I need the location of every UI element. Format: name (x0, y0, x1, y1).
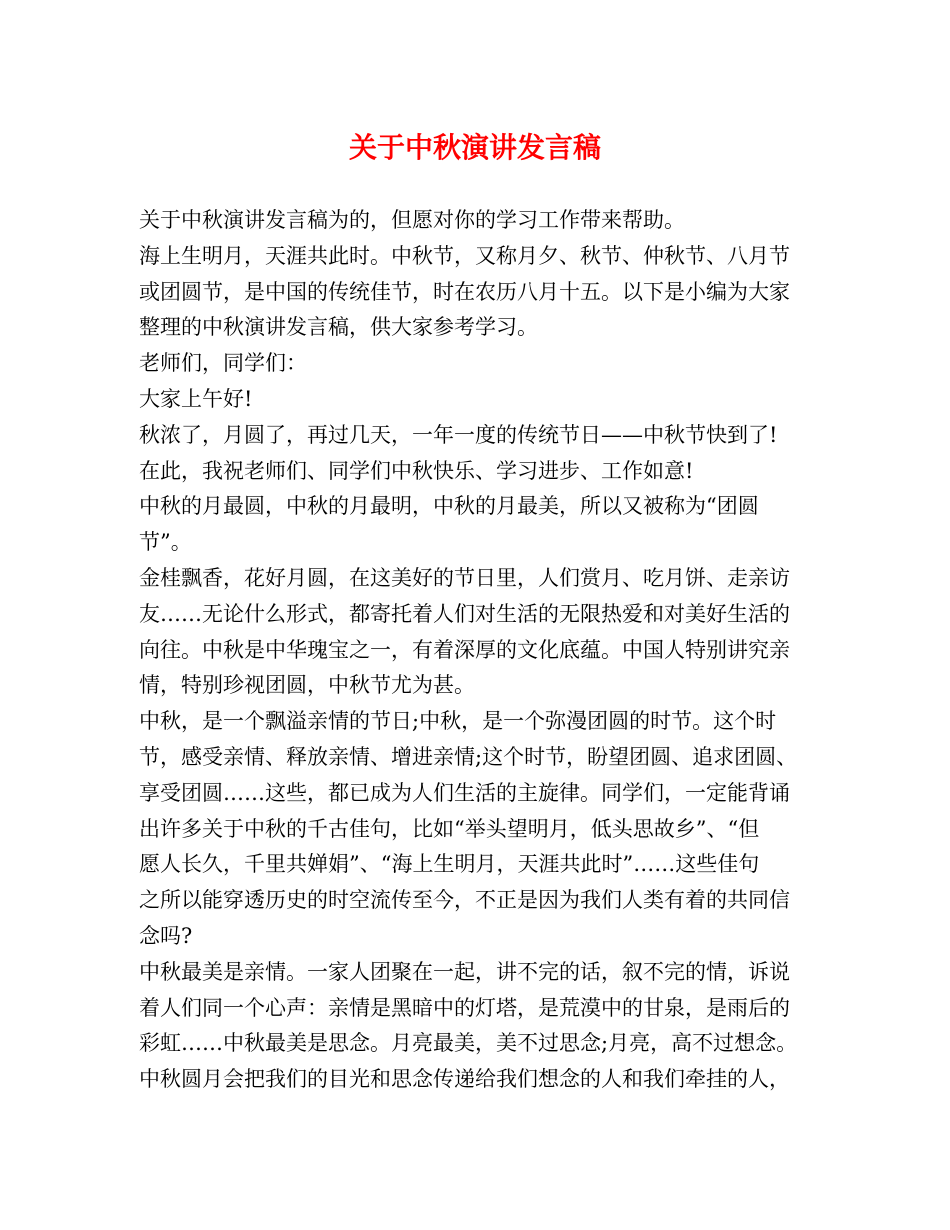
paragraph-family-affection (139, 704, 819, 955)
text-line: 金桂飘香，花好月圆，在这美好的节日里，人们赏月、吃月饼、走亲访 (139, 565, 790, 590)
text-line: 向往。中秋是中华瑰宝之一，有着深厚的文化底蕴。中国人特别讲究亲 (139, 637, 790, 662)
text-line: 节，感受亲情、释放亲情、增进亲情;这个时节，盼望团圆、追求团圆、 (139, 744, 798, 769)
text-line: 中秋圆月会把我们的目光和思念传递给我们想念的人和我们牵挂的人， (139, 1067, 790, 1092)
text-line: 中秋的月最圆，中秋的月最明，中秋的月最美，所以又被称为“团圆 (139, 494, 759, 519)
text-line: 在此，我祝老师们、同学们中秋快乐、学习进步、工作如意! (139, 458, 694, 483)
paragraph-festival-coming (139, 418, 819, 454)
document-body (139, 203, 819, 1098)
paragraph-salutation (139, 346, 819, 382)
text-line: 念吗? (139, 923, 193, 948)
text-line: 关于中秋演讲发言稿为的，但愿对你的学习工作带来帮助。 (139, 208, 685, 232)
text-line: 大家上午好! (139, 386, 253, 411)
text-line: 或团圆节，是中国的传统佳节，时在农历八月十五。以下是小编为大家 (139, 279, 790, 304)
text-line: 节”。 (139, 530, 192, 555)
paragraph-intro (139, 203, 819, 239)
text-line: 彩虹……中秋最美是思念。月亮最美，美不过思念;月亮，高不过想念。 (139, 1031, 798, 1056)
paragraph-osmanthus (139, 561, 819, 704)
paragraph-moon-festival-intro (139, 239, 819, 346)
paragraph-greeting (139, 382, 819, 418)
text-line: 着人们同一个心声：亲情是黑暗中的灯塔，是荒漠中的甘泉，是雨后的 (139, 995, 790, 1020)
text-line: 中秋，是一个飘溢亲情的节日;中秋，是一个弥漫团圆的时节。这个时 (139, 709, 777, 734)
text-line: 愿人长久，千里共婵娟”、“海上生明月，天涯共此时”……这些佳句 (139, 852, 760, 877)
text-line: 出许多关于中秋的千古佳句，比如“举头望明月，低头思故乡”、“但 (139, 816, 760, 841)
text-line: 友……无论什么形式，都寄托着人们对生活的无限热爱和对美好生活的 (139, 601, 790, 626)
text-line: 海上生明月，天涯共此时。中秋节，又称月夕、秋节、仲秋节、八月节 (139, 243, 790, 268)
text-line: 老师们，同学们： (139, 351, 307, 376)
document-title: 关于中秋演讲发言稿 (348, 131, 601, 164)
text-line: 秋浓了，月圆了，再过几天，一年一度的传统节日——中秋节快到了! (139, 422, 778, 447)
text-line: 享受团圆……这些，都已成为人们生活的主旋律。同学们，一定能背诵 (139, 780, 790, 805)
paragraph-wishes (139, 454, 819, 490)
text-line: 整理的中秋演讲发言稿，供大家参考学习。 (139, 315, 538, 340)
paragraph-reunion-festival (139, 489, 819, 561)
text-line: 之所以能穿透历史的时空流传至今，不正是因为我们人类有着的共同信 (139, 888, 790, 913)
text-line: 中秋最美是亲情。一家人团聚在一起，讲不完的话，叙不完的情，诉说 (139, 959, 790, 984)
text-line: 情，特别珍视团圆，中秋节尤为甚。 (139, 673, 475, 698)
paragraph-most-beautiful (139, 955, 819, 1098)
